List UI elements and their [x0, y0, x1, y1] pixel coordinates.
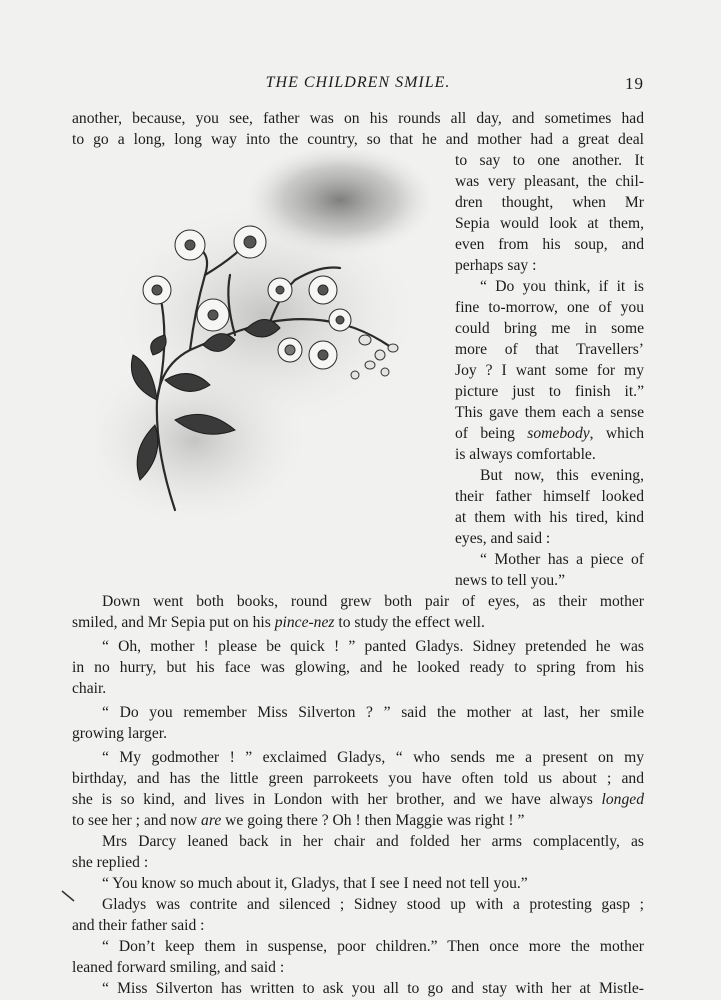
text-line: This gave them each a sense: [455, 404, 644, 421]
text-line: [72, 811, 644, 831]
text-line: even from his soup, and: [455, 236, 644, 253]
text-line: growing larger.: [72, 725, 167, 742]
text-line: “ Oh, mother ! please be quick ! ” panted Gladys. Sidney pretended he was: [102, 638, 644, 655]
page-header: [72, 74, 644, 92]
text-line: [72, 790, 644, 810]
text-line: Joy ? I want some for my: [455, 362, 644, 379]
travellers-joy-illustration: [95, 150, 430, 525]
text-line: at them with his tired, kind: [455, 509, 644, 526]
text-line: “ Do you think, if it is: [480, 278, 644, 295]
text-line: to go a long, long way into the country, so that he and mother had a great deal: [72, 131, 644, 148]
text-line: “ My godmother ! ” exclaimed Gladys, “ who sends me a present on my: [102, 749, 644, 766]
text-line: another, because, you see, father was on his rounds all day, and sometimes had: [72, 110, 644, 127]
text-line: dren thought, when Mr: [455, 194, 644, 211]
italic-run: pince-nez: [274, 614, 335, 631]
text-line: fine to-morrow, one of you: [455, 299, 644, 316]
text-run: she is so kind, and lives in London with her brother, and we have always: [72, 791, 602, 808]
margin-mark: [60, 888, 80, 904]
page-number: 19: [625, 74, 644, 93]
text-line: birthday, and has the little green parrokeets you have often told us about ; and: [72, 770, 644, 787]
text-line: and their father said :: [72, 917, 205, 934]
text-line: “ Miss Silverton has written to ask you all to go and stay with her at Mistle-: [102, 980, 644, 997]
running-title: THE CHILDREN SMILE.: [265, 74, 451, 91]
text-run: to see her ; and now: [72, 812, 202, 829]
text-line: chair.: [72, 680, 107, 697]
text-line: more of that Travellers’: [455, 341, 644, 358]
text-line: she replied :: [72, 854, 149, 871]
italic-run: longed: [601, 791, 644, 808]
text-line: [72, 613, 644, 633]
text-line: could bring me in some: [455, 320, 644, 337]
text-line: their father himself looked: [455, 488, 644, 505]
text-line: leaned forward smiling, and said :: [72, 959, 285, 976]
text-line: “ Do you remember Miss Silverton ? ” said the mother at last, her smile: [102, 704, 644, 721]
text-line: Sepia would look at them,: [455, 215, 644, 232]
text-line: in no hurry, but his face was glowing, and he looked ready to spring from his: [72, 659, 644, 676]
text-run: to study the effect well.: [334, 614, 485, 631]
text-line: eyes, and said :: [455, 530, 551, 547]
text-line: picture just to finish it.”: [455, 383, 644, 400]
italic-run: somebody: [527, 425, 590, 442]
text-line: “ Don’t keep them in suspense, poor children.” Then once more the mother: [102, 938, 644, 955]
text-line: But now, this evening,: [480, 467, 644, 484]
italic-run: are: [201, 812, 222, 829]
text-line: “ You know so much about it, Gladys, that I see I need not tell you.”: [102, 875, 528, 892]
text-line: “ Mother has a piece of: [480, 551, 644, 568]
text-line: was very pleasant, the chil-: [455, 173, 644, 190]
text-line: news to tell you.”: [455, 572, 566, 589]
text-line: [455, 424, 644, 444]
text-line: Mrs Darcy leaned back in her chair and folded her arms complacently, as: [102, 833, 644, 850]
text-line: to say to one another. It: [455, 152, 644, 169]
text-run: we going there ? Oh ! then Maggie was right ! ”: [221, 812, 525, 829]
text-run: smiled, and Mr Sepia put on his: [72, 614, 275, 631]
text-line: is always comfortable.: [455, 446, 596, 463]
text-line: Gladys was contrite and silenced ; Sidney stood up with a protesting gasp ;: [102, 896, 644, 913]
text-line: perhaps say :: [455, 257, 537, 274]
text-run: , which: [589, 425, 645, 442]
text-run: of being: [455, 425, 528, 442]
text-line: Down went both books, round grew both pair of eyes, as their mother: [102, 593, 644, 610]
